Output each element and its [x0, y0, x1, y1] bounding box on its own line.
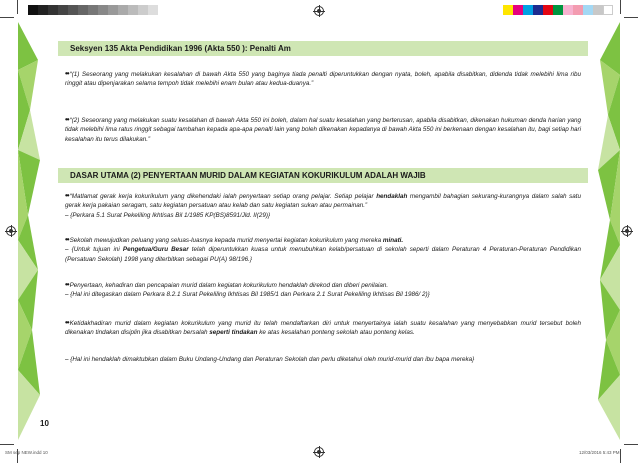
bullet-icon: •• [65, 69, 69, 78]
bullet-icon: •• [65, 191, 69, 200]
section-title: Seksyen 135 Akta Pendidikan 1996 (Akta 550 ): Penalti Am [70, 44, 291, 53]
bullet-icon: •• [65, 318, 69, 327]
right-leaf-decoration [594, 0, 638, 463]
grayscale-calibration-strip [28, 5, 158, 15]
left-leaf-decoration [0, 0, 44, 463]
paragraph: ••“(2) Seseorang yang melakukan suatu kesalahan di bawah Akta 550 ini boleh, dalam hal suatu kesalahan yang berterusan, apabila disabitkan, dikenakan hukuman denda harian yang tidak melebihi lima ratus ringgit sebagai tambahan kepada apa-apa penalti lain yang boleh dikenakan kepadanya di bawah Akta 550 ini berkenaan dengan kesalahan itu, bagi setiap hari kesalahan itu terus dilakukan.” [65, 115, 581, 143]
paragraph: ••“(1) Seseorang yang melakukan kesalahan di bawah Akta 550 yang baginya tiada penalti diperuntukkan dengan nyata, boleh, apabila disabitkan, didenda tidak melebihi lima ribu ringgit atau dipenjarakan selama tempoh tidak melebihi enam bulan atau kedua-duanya.” [65, 69, 581, 88]
paragraph: – {Hal ini hendaklah dimaktubkan dalam Buku Undang-Undang dan Peraturan Sekolah dan perlu diketahui oleh murid-murid dan ibu bapa mereka} [65, 356, 475, 363]
page-number: 10 [40, 419, 49, 428]
paragraph: ••Penyertaan, kehadiran dan pencapaian murid dalam kegiatan kokurikulum hendaklah direkod dan diberi penilaian. – {Hal ini ditegaskan dalam Perkara 8.2.1 Surat Pekeliling Ikhtisas Bil 1985/1 dan Perkara 2.1 Surat Pekeliling Ikhtisas Bil 1986/ 2)} [65, 280, 430, 299]
registration-mark-icon [314, 447, 324, 457]
footer-file-name: SM sep NEW.indd 10 [5, 450, 48, 455]
bullet-icon: •• [65, 115, 69, 124]
paragraph: ••Sekolah mewujudkan peluang yang seluas-luasnya kepada murid menyertai kegiatan kokurikulum yang mereka minati. – {Untuk tujuan ini Pengetua/Guru Besar telah diperuntukkan kuasa untuk menubuhkan kelab/persatuan di sekolah seperti dalam Peraturan 4 Peraturan-Peraturan Pendidikan (Persatuan Sekolah) 1998 yang diterbitkan sebagai PU(A) 98/196.} [65, 235, 581, 263]
paragraph: ••“Matlamat gerak kerja kokurikulum yang dikehendaki ialah penyertaan setiap orang pelajar. Setiap pelajar hendaklah mengambil bahagian sekurang-kurangnya dalam salah satu gerak kerja pakaian seragam, satu kegiatan persatuan atau kelab dan satu kegiatan sukan atau permainan.” – {Perkara 5.1 Surat Pekeliling Ikhtisas Bil 1/1985 KP(BS)8591/Jld. II(29)} [65, 191, 581, 219]
section-title: DASAR UTAMA (2) PENYERTAAN MURID DALAM KEGIATAN KOKURIKULUM ADALAH WAJIB [70, 171, 426, 180]
bullet-icon: •• [65, 235, 69, 244]
bullet-icon: •• [65, 280, 69, 289]
footer-timestamp: 12/03/2016 5:43 PM [579, 450, 620, 455]
registration-mark-icon [314, 6, 324, 16]
paragraph: ••Ketidakhadiran murid dalam kegiatan kokurikulum yang murid itu telah mendaftarkan diri untuk menyertainya ialah suatu kesalahan yang menyebabkan murid tersebut boleh dikenakan tindakan disiplin jika disabitkan bersalah seperti tindakan ke atas kesalahan ponteng sekolah atau ponteng kelas. [65, 318, 581, 337]
